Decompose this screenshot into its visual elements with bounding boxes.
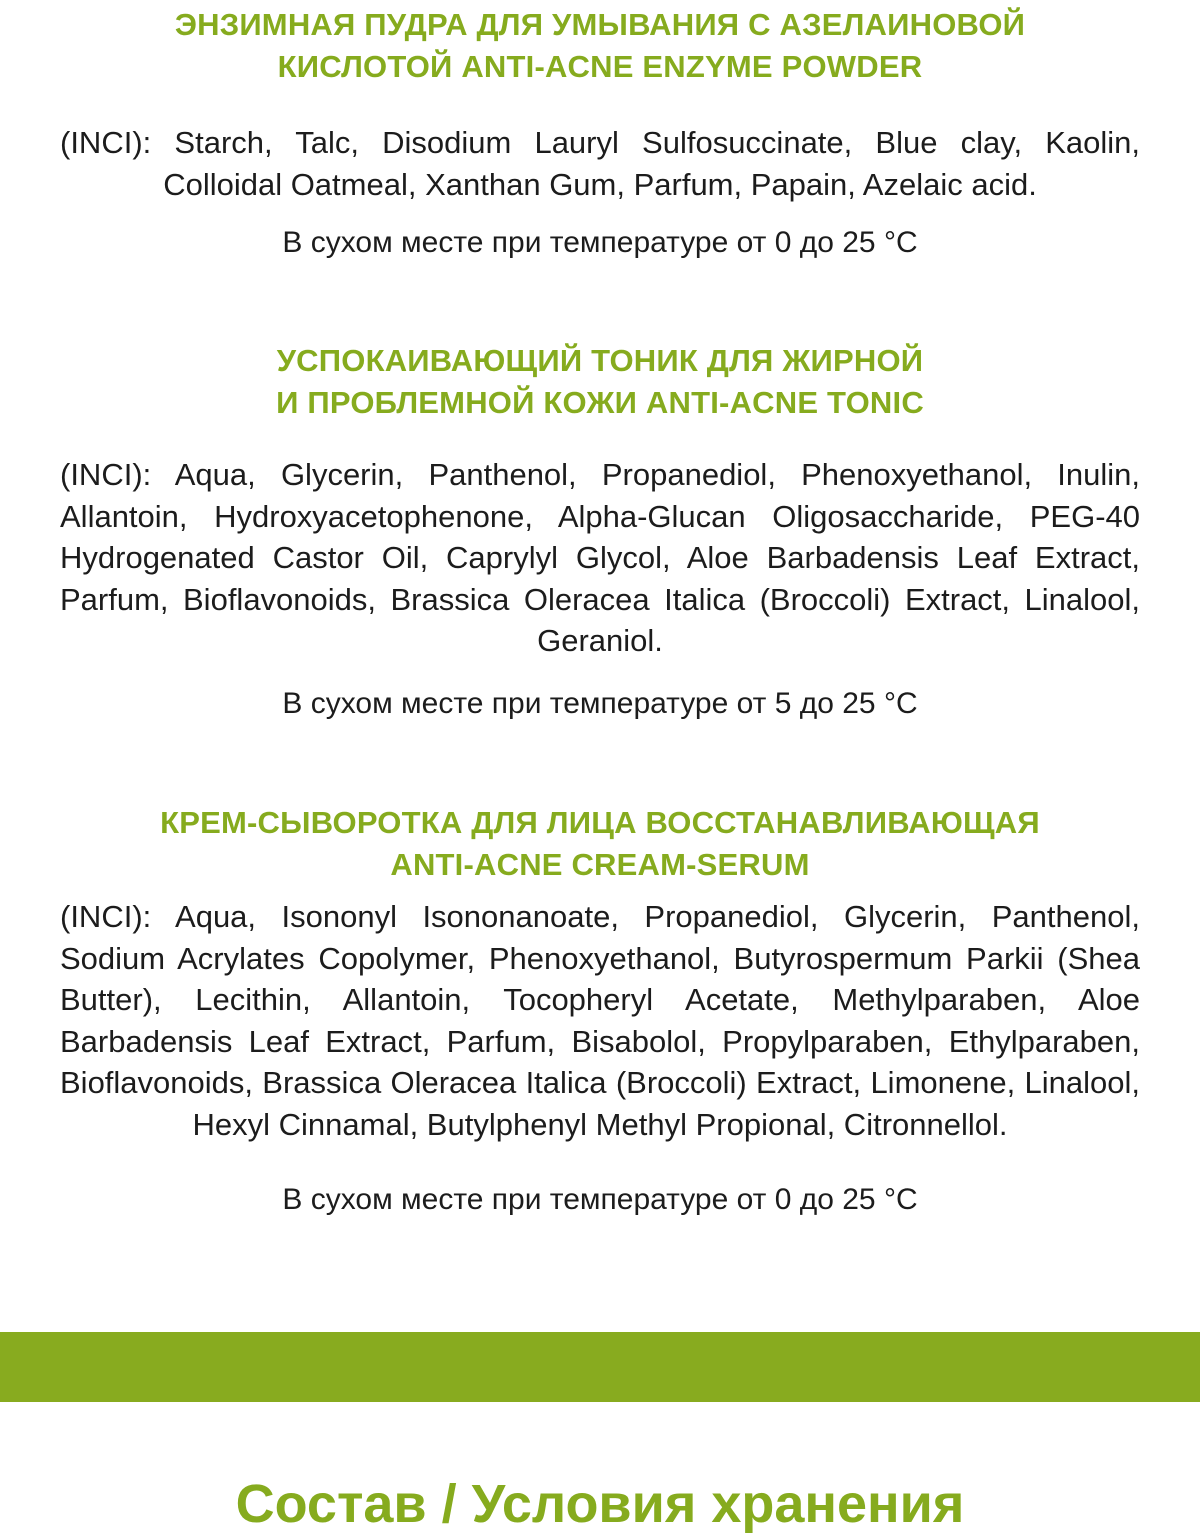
green-divider-band — [0, 1332, 1200, 1402]
product-title-line-2: И ПРОБЛЕМНОЙ КОЖИ ANTI-ACNE TONIC — [276, 385, 924, 420]
storage-conditions: В сухом месте при температуре от 5 до 25 °C — [282, 686, 918, 720]
product-title — [0, 4, 1200, 88]
storage-conditions: В сухом месте при температуре от 0 до 25 °C — [282, 226, 918, 260]
product-section-enzyme-powder — [0, 4, 1200, 293]
inci-ingredients: (INCI): Starch, Talc, Disodium Lauryl Sulfosuccinate, Blue clay, Kaolin, Colloidal Oatmeal, Xanthan Gum, Parfum, Papain, Azelaic acid. — [60, 125, 1140, 202]
product-title — [0, 802, 1200, 886]
inci-ingredients: (INCI): Aqua, Glycerin, Panthenol, Propanediol, Phenoxyethanol, Inulin, Allantoin, Hydroxyacetophenone, Alpha-Glucan Oligosaccharide, PEG-40 Hydrogenated Castor Oil, Caprylyl Glycol, Aloe Barbadensis Leaf Extract, Parfum, Bioflavonoids, Brassica Oleracea Italica (Broccoli) Extract, Linalool, Geraniol. — [60, 457, 1140, 659]
product-title-line-1: КРЕМ-СЫВОРОТКА ДЛЯ ЛИЦА ВОССТАНАВЛИВАЮЩАЯ — [160, 805, 1040, 840]
product-title-line-1: ЭНЗИМНАЯ ПУДРА ДЛЯ УМЫВАНИЯ С АЗЕЛАИНОВОЙ — [174, 7, 1026, 42]
product-title-line-1: УСПОКАИВАЮЩИЙ ТОНИК ДЛЯ ЖИРНОЙ — [276, 343, 924, 378]
inci-ingredients: (INCI): Aqua, Isononyl Isononanoate, Propanediol, Glycerin, Panthenol, Sodium Acrylates Copolymer, Phenoxyethanol, Butyrospermum Parkii (Shea Butter), Lecithin, Allantoin, Tocopheryl Acetate, Methylparaben, Aloe Barbadensis Leaf Extract, Parfum, Bisabolol, Propylparaben, Ethylparaben, Bioflavonoids, Brassica Oleracea Italica (Broccoli) Extract, Limonene, Linalool, Hexyl Cinnamal, Butylphenyl Methyl Propional, Citronnellol. — [60, 899, 1140, 1142]
product-title-line-2: ANTI-ACNE CREAM-SERUM — [390, 847, 810, 882]
footer-title: Состав / Условия хранения — [235, 1474, 965, 1535]
storage-conditions: В сухом месте при температуре от 0 до 25 °C — [282, 1182, 918, 1216]
product-title-line-2: КИСЛОТОЙ ANTI-ACNE ENZYME POWDER — [277, 49, 923, 84]
product-section-tonic — [0, 340, 1200, 754]
product-title — [0, 340, 1200, 424]
product-section-cream-serum — [0, 802, 1200, 1250]
